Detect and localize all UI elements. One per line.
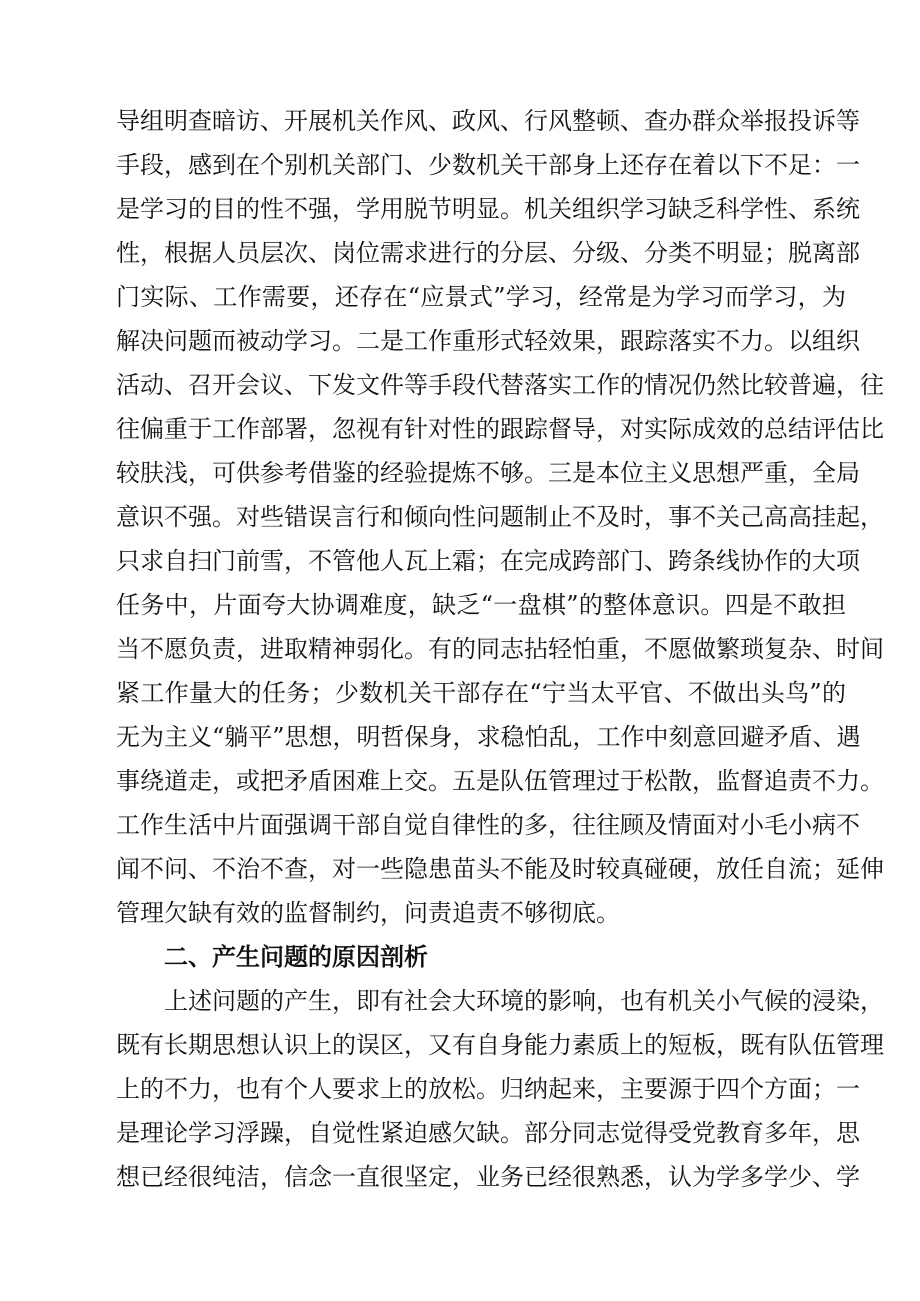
paragraph-line: 既有长期思想认识上的误区，又有自身能力素质上的短板，既有队伍管理 xyxy=(116,1031,884,1059)
paragraph-line: 上的不力，也有个人要求上的放松。归纳起来，主要源于四个方面；一 xyxy=(116,1075,860,1103)
section-heading: 二、产生问题的原因剖析 xyxy=(164,943,428,971)
paragraph-line: 工作生活中片面强调干部自觉自律性的多，往往顾及情面对小毛小病不 xyxy=(116,811,860,839)
paragraph-line: 无为主义“躺平”思想，明哲保身，求稳怕乱，工作中刻意回避矛盾、遇 xyxy=(116,723,861,751)
paragraph-line: 事绕道走，或把矛盾困难上交。五是队伍管理过于松散，监督追责不力。 xyxy=(116,767,884,795)
paragraph-line: 管理欠缺有效的监督制约，问责追责不够彻底。 xyxy=(116,899,620,927)
paragraph-line: 意识不强。对些错误言行和倾向性问题制止不及时，事不关己高高挂起， xyxy=(116,503,884,531)
paragraph-line: 闻不问、不治不查，对一些隐患苗头不能及时较真碰硬，放任自流；延伸 xyxy=(116,855,884,883)
paragraph-line: 想已经很纯洁，信念一直很坚定，业务已经很熟悉，认为学多学少、学 xyxy=(116,1163,860,1191)
paragraph-line: 上述问题的产生，即有社会大环境的影响，也有机关小气候的浸染， xyxy=(164,987,884,1015)
paragraph-line: 只求自扫门前雪，不管他人瓦上霜；在完成跨部门、跨条线协作的大项 xyxy=(116,547,860,575)
paragraph-line: 导组明查暗访、开展机关作风、政风、行风整顿、查办群众举报投诉等 xyxy=(116,107,860,135)
paragraph-line: 性，根据人员层次、岗位需求进行的分层、分级、分类不明显；脱离部 xyxy=(116,239,860,267)
paragraph-line: 任务中，片面夸大协调难度，缺乏“一盘棋”的整体意识。四是不敢担 xyxy=(116,591,846,619)
paragraph-line: 是学习的目的性不强，学用脱节明显。机关组织学习缺乏科学性、系统 xyxy=(116,195,860,223)
paragraph-line: 当不愿负责，进取精神弱化。有的同志拈轻怕重，不愿做繁琐复杂、时间 xyxy=(116,635,884,663)
paragraph-line: 是理论学习浮躁，自觉性紧迫感欠缺。部分同志觉得受党教育多年，思 xyxy=(116,1119,860,1147)
paragraph-line: 手段，感到在个别机关部门、少数机关干部身上还存在着以下不足：一 xyxy=(116,151,860,179)
paragraph-line: 较肤浅，可供参考借鉴的经验提炼不够。三是本位主义思想严重，全局 xyxy=(116,459,860,487)
paragraph-line: 紧工作量大的任务；少数机关干部存在“宁当太平官、不做出头鸟”的 xyxy=(116,679,846,707)
paragraph-line: 活动、召开会议、下发文件等手段代替落实工作的情况仍然比较普遍，往 xyxy=(116,371,884,399)
paragraph-line: 往偏重于工作部署，忽视有针对性的跟踪督导，对实际成效的总结评估比 xyxy=(116,415,884,443)
paragraph-line: 解决问题而被动学习。二是工作重形式轻效果，跟踪落实不力。以组织 xyxy=(116,327,860,355)
paragraph-line: 门实际、工作需要，还存在“应景式”学习，经常是为学习而学习，为 xyxy=(116,283,846,311)
